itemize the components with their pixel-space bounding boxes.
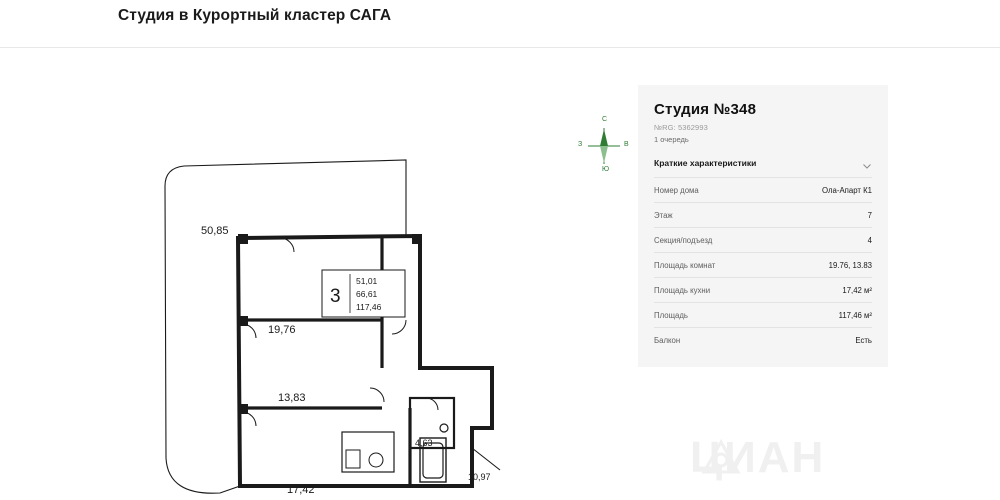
- room-area-hall: 10,97: [468, 472, 491, 482]
- spec-row: [654, 328, 872, 353]
- badge-value-usable: 66,61: [356, 289, 378, 299]
- watermark-text: ЦИАН: [690, 433, 826, 482]
- window-mark-4: [412, 234, 422, 244]
- room-area-bathroom: 4,63: [415, 438, 433, 448]
- compass-needle-south: [600, 146, 608, 163]
- window-mark-1: [238, 234, 248, 244]
- spec-value: 19.76, 13.83: [828, 260, 872, 270]
- compass-label-east: В: [624, 141, 629, 148]
- page-title: Студия в Курортный кластер САГА: [118, 7, 392, 24]
- badge-value-total: 117,46: [356, 302, 382, 312]
- spec-label: Этаж: [654, 210, 673, 220]
- compass-label-north: С: [602, 116, 608, 123]
- specs-section-header[interactable]: [654, 158, 872, 178]
- panel-listing-id: №RG: 5362993: [654, 123, 708, 132]
- spec-label: Площадь: [654, 310, 688, 320]
- badge-value-living: 51,01: [356, 276, 378, 286]
- spec-value: 117,46 м²: [838, 310, 872, 320]
- info-panel: [638, 85, 888, 367]
- spec-row: [654, 253, 872, 278]
- panel-title: Студия №348: [654, 101, 757, 118]
- room-area-room2: 13,83: [278, 392, 306, 404]
- spec-value: 17,42 м²: [842, 285, 872, 295]
- spec-label: Балкон: [654, 336, 681, 345]
- spec-value: 7: [867, 210, 872, 220]
- spec-label: Секция/подъезд: [654, 235, 713, 245]
- room-area-kitchen: 17,42: [287, 484, 315, 496]
- spec-label: Площадь комнат: [654, 260, 716, 270]
- compass-needle-north: [600, 129, 608, 146]
- spec-row: [654, 178, 872, 203]
- window-mark-2: [238, 316, 248, 326]
- specs-section-label: Краткие характеристики: [654, 158, 757, 168]
- spec-value: 4: [867, 235, 872, 245]
- spec-row: [654, 228, 872, 253]
- spec-label: Номер дома: [654, 185, 699, 195]
- page-header: [0, 0, 1000, 48]
- entry-door: [472, 448, 500, 470]
- compass-label-south: Ю: [602, 166, 610, 173]
- room-area-room1: 19,76: [268, 324, 296, 336]
- floorplan-canvas: [0, 48, 1000, 500]
- floorplan-drawing: [120, 98, 540, 500]
- panel-queue: 1 очередь: [654, 135, 689, 144]
- spec-row: [654, 303, 872, 328]
- window-mark-3: [238, 404, 248, 414]
- room-area-terrace: 50,85: [201, 225, 229, 237]
- badge-room-count: 3: [330, 286, 341, 307]
- spec-row: [654, 203, 872, 228]
- compass-rose: [578, 116, 630, 178]
- compass-label-west: З: [578, 141, 583, 148]
- chevron-down-icon[interactable]: [862, 158, 872, 168]
- spec-label: Площадь кухни: [654, 285, 711, 295]
- spec-value: Ола-Апарт К1: [822, 185, 872, 195]
- spec-row: [654, 278, 872, 303]
- spec-value: Есть: [855, 336, 872, 345]
